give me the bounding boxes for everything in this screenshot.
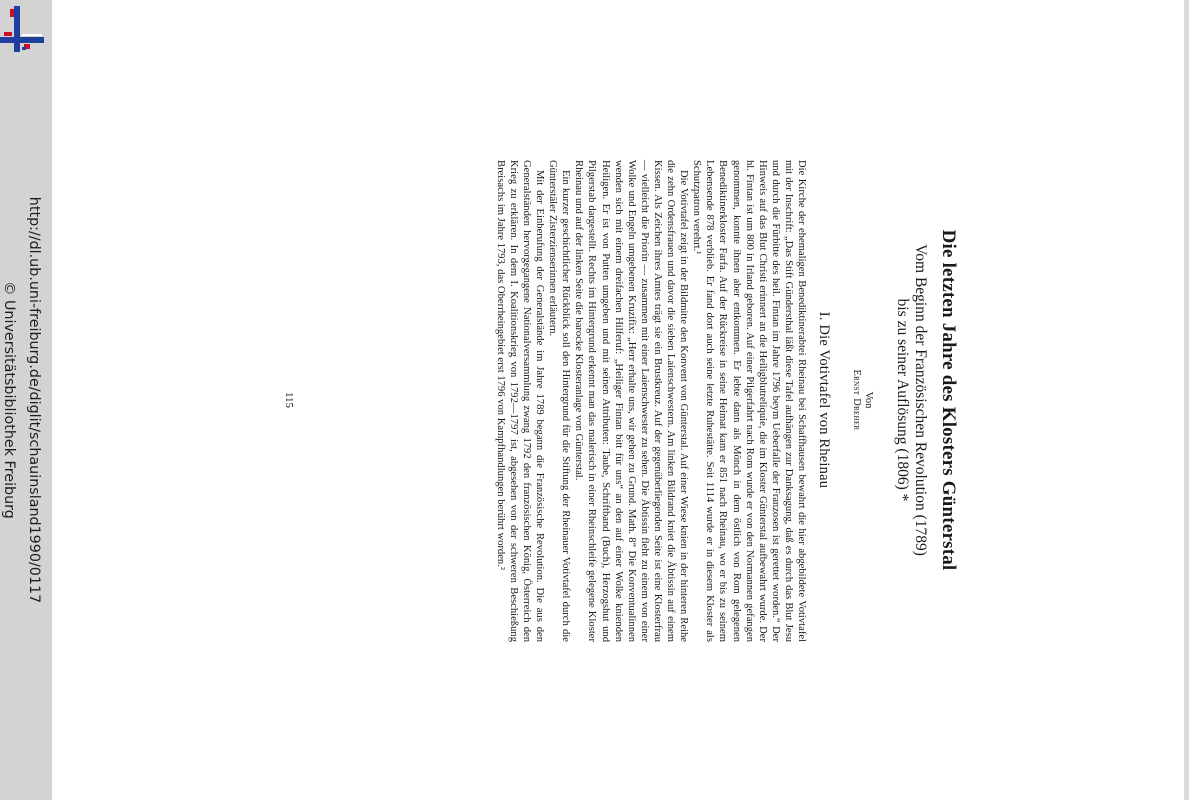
article-subtitle-line1: Vom Beginn der Französischen Revolution (1789) — [912, 244, 929, 556]
by-label: Von — [863, 391, 874, 409]
article-body — [494, 160, 808, 642]
viewer-sidebar — [0, 0, 52, 800]
copyright-notice: © Universitätsbibliothek Freiburg — [1, 281, 17, 519]
page-number: 115 — [283, 391, 295, 409]
article-title: Die letzten Jahre des Klosters Günterstal — [938, 229, 959, 571]
article-subtitle-line2: bis zu seiner Auflösung (1806) * — [894, 298, 911, 502]
scrollbar[interactable] — [1184, 0, 1189, 800]
paragraph: Die Votivtafel zeigt in der Bildmitte den Konvent von Günterstal. Auf einer Wiese knien in der hinteren Reihe die zehn Ordensfrauen und davor die sieben Laienschwestern. Am linken Bildrand kniet die Äbtissin auf einem Kissen. Als Zeichen ihres Amtes trägt sie ein Brustkreuz. Auf der gegenüberliegenden Seite ist eine Klosterfrau — vielleicht die Priorin — zusammen mit einer Laienschwester zu sehen. Die Äbtissin fleht zu einem von einer Wolke und Engeln umgebenen Kruzifix: „Herr erhalte uns, wir gehen zu Grund. Math. 8“ Die Konventualinnen wenden sich mit einem dreifachen Hilferuf: „Heiliger Fintan bitt für uns“ an den auf einer Wolke knienden Heiligen. Er ist von Putten umgeben und mit seinen Attributen: Taube, Schriftband (Buch), Herzogshut und Pilgerstab dargestellt. Rechts im Hintergrund erkennt man das malerisch in einer Rheinschleife gelegene Kloster Rheinau und auf der linken Seite die barocke Klosteranlage von Günterstal. — [573, 160, 690, 642]
paragraph: Die Kirche der ehemaligen Benediktinerabtei Rheinau bei Schaffhausen bewahrt die hier abgebildete Votivtafel mit der Inschrift: „Das Stift Gündersthal läßt diese Tafel aufhängen zur Danksagung, daß es durch das Blut Jesu und durch die Fürbitte des heil. Fintan im Jahre 1796 beym Ueberfalle der Franzosen ist gerettet worden.“ Der Hinweis auf das Blut Christi erinnert an die Heiligblutreliquie, die im Kloster Günterstal aufbewahrt wurde. Der hl. Fintan ist um 800 in Irland geboren. Auf einer Pilgerfahrt nach Rom wurde er von den Normannen gefangen genommen, konnte ihnen aber entkommen. Er lebte dann als Mönch in dem östlich von Rom gelegenen Benediktinerkloster Farfa. Auf der Rückreise in seine Heimat kam er 851 nach Rheinau, wo er bis zu seinem Lebensende 878 verblieb. Er fand dort auch seine letzte Ruhestätte. Seit 1114 wurde er in diesem Kloster als Schutzpatron verehrt.¹ — [691, 160, 807, 642]
author-name: Ernst Dreher — [851, 369, 862, 431]
permalink-url[interactable]: http://dl.ub.uni-freiburg.de/diglit/schauinsland1990/0117 — [26, 196, 42, 604]
paragraph: Mit der Einberufung der Generalstände im Jahre 1789 begann die Französische Revolution. Die aus den Generalständen hervorgegangene Nationalversammlung zwang 1792 den französischen König, Österreich den Krieg zu erklären. In dem I. Koalitionskrieg von 1792—1797 ist, abgesehen von der schweren Beschießung Breisachs im Jahre 1793, das Oberrheingebiet erst 1796 von Kampfhandlungen berührt worden.² — [494, 160, 546, 642]
paragraph: Ein kurzer geschichtlicher Rückblick soll den Hintergrund für die Stiftung der Rheinauer Votivtafel durch die Günterstäler Zisterzienserinnen erläutern. — [547, 160, 572, 642]
section-heading: I. Die Votivtafel von Rheinau — [816, 311, 832, 489]
document-page — [270, 160, 960, 640]
